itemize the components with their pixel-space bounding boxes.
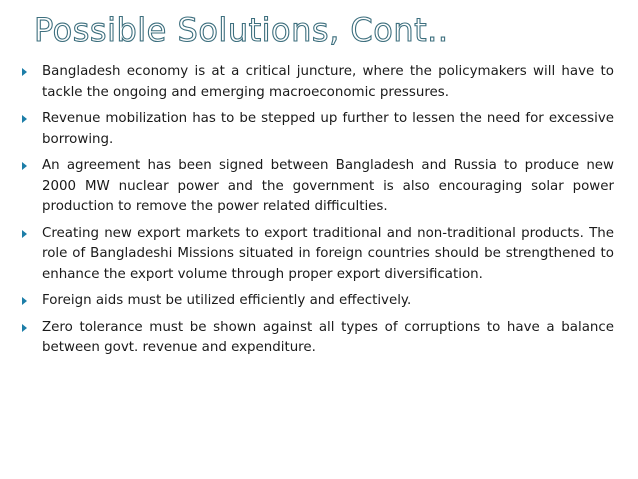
bullet-text: Foreign aids must be utilized efficiently and effectively.: [42, 293, 412, 308]
bullet-item: [22, 109, 614, 150]
slide-title: Possible Solutions, Cont..: [34, 11, 449, 49]
triangle-bullet-icon: [22, 324, 27, 332]
bullet-item: [22, 224, 614, 286]
bullet-text: Bangladesh economy is at a critical juncture, where the policymakers will have to tackle the ongoing and emerging macroeconomic pressures.: [42, 64, 614, 100]
bullet-text: Zero tolerance must be shown against all types of corruptions to have a balance between govt. revenue and expenditure.: [42, 319, 614, 355]
bullet-text: Creating new export markets to export traditional and non-traditional products. The role of Bangladeshi Missions situated in foreign countries should be strengthened to enhance the export volume through proper export diversification.: [42, 225, 614, 282]
bullet-item: [22, 318, 614, 359]
bullet-list: [22, 62, 614, 365]
bullet-item: [22, 156, 614, 218]
bullet-item: [22, 62, 614, 103]
triangle-bullet-icon: [22, 115, 27, 123]
triangle-bullet-icon: [22, 297, 27, 305]
triangle-bullet-icon: [22, 230, 27, 238]
bullet-text: Revenue mobilization has to be stepped up further to lessen the need for excessive borrowing.: [42, 111, 614, 147]
triangle-bullet-icon: [22, 68, 27, 76]
triangle-bullet-icon: [22, 162, 27, 170]
bullet-item: [22, 291, 614, 312]
bullet-text: An agreement has been signed between Bangladesh and Russia to produce new 2000 MW nuclear power and the government is also encouraging solar power production to remove the power related difficulties.: [42, 158, 614, 214]
